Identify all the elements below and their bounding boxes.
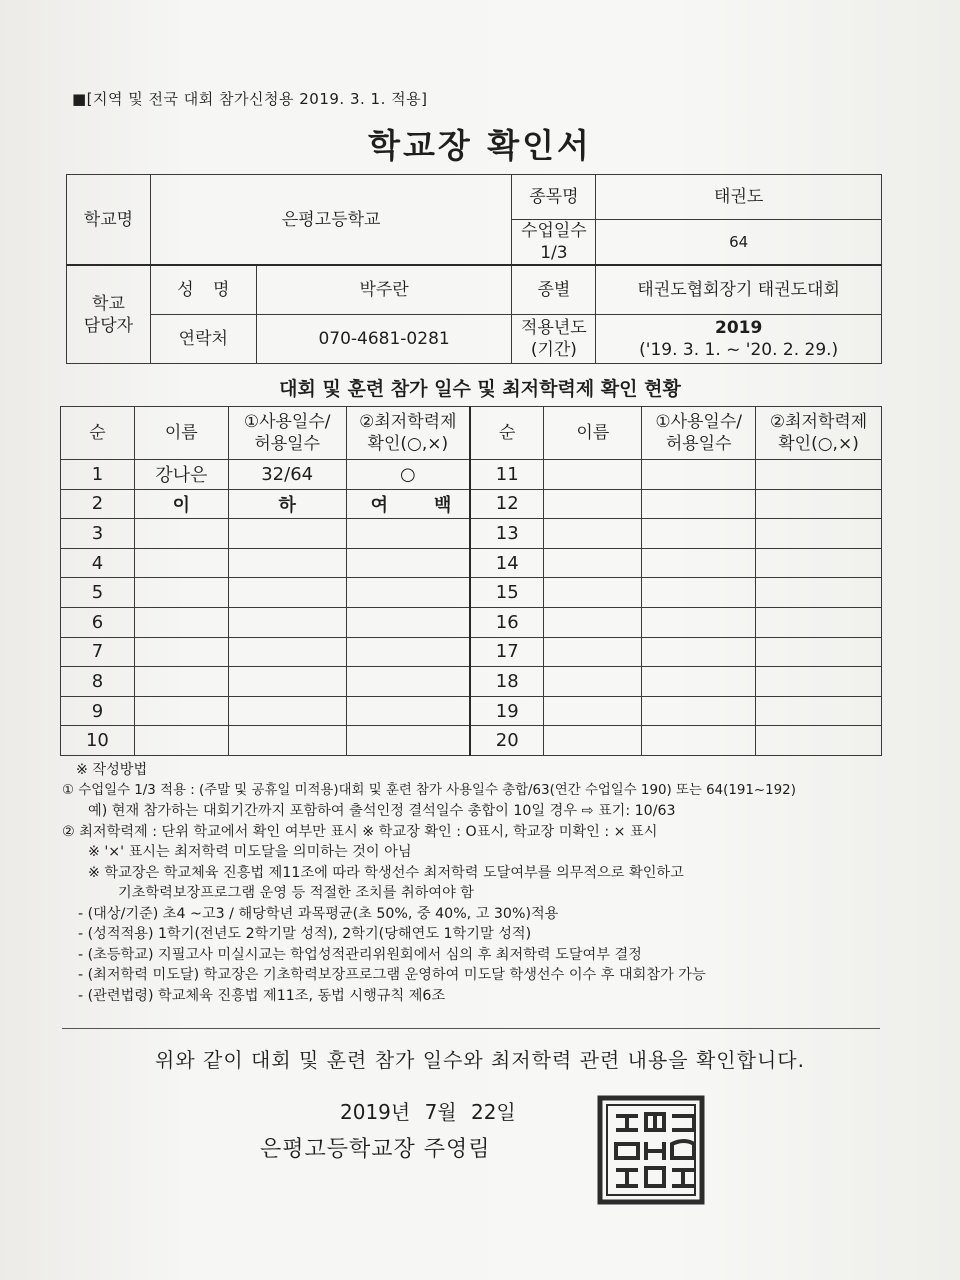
- row-name-right: [544, 637, 642, 667]
- row-no-right: 20: [470, 726, 544, 756]
- row-check-right: [756, 667, 882, 697]
- year-value: 2019 ('19. 3. 1. ~ '20. 2. 29.): [596, 315, 882, 364]
- page-title: 학교장 확인서: [368, 126, 592, 165]
- table-row: [61, 637, 882, 667]
- header-note: ■[지역 및 전국 대회 참가신청용 2019. 3. 1. 적용]: [72, 90, 428, 108]
- note-item: - (대상/기준) 초4 ~고3 / 해당학년 과목평균(초 50%, 중 40%, 고 30%)적용: [78, 905, 559, 922]
- table-row: [61, 548, 882, 578]
- row-days: [228, 667, 346, 697]
- row-days: [228, 578, 346, 608]
- row-check: [346, 548, 470, 578]
- school-label: 학교명: [67, 175, 151, 266]
- row-days: [228, 607, 346, 637]
- name-value: 박주란: [256, 265, 512, 315]
- row-check: [346, 607, 470, 637]
- row-name-right: [544, 489, 642, 519]
- row-days-right: [642, 696, 756, 726]
- row-days-right: [642, 667, 756, 697]
- row-check-right: [756, 519, 882, 549]
- row-days: [228, 548, 346, 578]
- row-no-right: 16: [470, 607, 544, 637]
- row-name-right: [544, 607, 642, 637]
- row-check: [346, 489, 470, 519]
- note-item: 예) 현재 참가하는 대회기간까지 포함하여 출석인정 결석일수 총합이 10일 경우 ⇨ 표기: 10/63: [88, 803, 676, 819]
- row-days: 하: [228, 489, 346, 519]
- row-name: 강나은: [134, 460, 228, 490]
- section-title: 대회 및 훈련 참가 일수 및 최저학력제 확인 현황: [279, 378, 681, 400]
- row-check-right: [756, 489, 882, 519]
- row-no-right: 11: [470, 460, 544, 490]
- year-label: 적용년도 (기간): [512, 315, 596, 364]
- row-no-right: 13: [470, 519, 544, 549]
- school-seal-icon: [596, 1094, 706, 1206]
- row-no: 1: [61, 460, 135, 490]
- row-days-right: [642, 726, 756, 756]
- col-name-right: 이름: [544, 407, 642, 460]
- row-check-right: [756, 607, 882, 637]
- row-name: [134, 578, 228, 608]
- event-label: 종목명: [512, 175, 596, 220]
- row-name-right: [544, 696, 642, 726]
- cell-text: 여: [370, 494, 388, 516]
- row-check: ○: [346, 460, 470, 490]
- col-days-right: ①사용일수/ 허용일수: [642, 407, 756, 460]
- instructions: [62, 760, 892, 1006]
- row-name: [134, 667, 228, 697]
- col-name: 이름: [134, 407, 228, 460]
- table-row: [61, 519, 882, 549]
- event-value: 태권도: [596, 175, 882, 220]
- table-row: [61, 460, 882, 490]
- row-days-right: [642, 519, 756, 549]
- note-heading: ※ 작성방법: [76, 762, 148, 778]
- table-row: [61, 578, 882, 608]
- row-no-right: 19: [470, 696, 544, 726]
- row-name-right: [544, 460, 642, 490]
- table-row: [61, 607, 882, 637]
- note-item: - (성적적용) 1학기(전년도 2학기말 성적), 2학기(당해연도 1학기말 성적): [78, 926, 532, 942]
- row-name: [134, 607, 228, 637]
- row-days-right: [642, 607, 756, 637]
- row-name: 이: [134, 489, 228, 519]
- participation-table: [60, 406, 882, 756]
- row-check: [346, 637, 470, 667]
- row-no-right: 17: [470, 637, 544, 667]
- name-label: 성 명: [150, 265, 256, 315]
- note-item: ① 수업일수 1/3 적용 : (주말 및 공휴일 미적용)대회 및 훈련 참가 사용일수 총합/63(연간 수업일수 190) 또는 64(191~192): [62, 782, 796, 798]
- date-text: 2019년 7월 22일: [340, 1100, 516, 1124]
- row-name-right: [544, 726, 642, 756]
- row-check: [346, 578, 470, 608]
- manager-label: 학교 담당자: [67, 265, 151, 364]
- row-no: 2: [61, 489, 135, 519]
- row-name: [134, 637, 228, 667]
- info-table: [66, 174, 882, 364]
- category-value: 태권도협회장기 태권도대회: [596, 265, 882, 315]
- row-days-right: [642, 637, 756, 667]
- cell-text-extra: 백: [434, 494, 452, 516]
- confirmation-text: 위와 같이 대회 및 훈련 참가 일수와 최저학력 관련 내용을 확인합니다.: [155, 1048, 805, 1072]
- row-name-right: [544, 667, 642, 697]
- school-value: 은평고등학교: [150, 175, 512, 266]
- note-item: - (초등학교) 지필고사 미실시교는 학업성적관리위원회에서 심의 후 최저학력 도달여부 결정: [78, 946, 642, 963]
- row-check: [346, 726, 470, 756]
- table-header-row: [61, 407, 882, 460]
- row-no-right: 15: [470, 578, 544, 608]
- row-check-right: [756, 696, 882, 726]
- note-item: 기초학력보장프로그램 운영 등 적절한 조치를 취하여야 함: [118, 885, 474, 901]
- row-days-right: [642, 489, 756, 519]
- row-no: 5: [61, 578, 135, 608]
- col-no: 순: [61, 407, 135, 460]
- principal-name: 은평고등학교장 주영림: [260, 1137, 491, 1162]
- row-no: 10: [61, 726, 135, 756]
- row-name: [134, 548, 228, 578]
- table-row: [61, 667, 882, 697]
- row-name: [134, 696, 228, 726]
- note-item: ※ '×' 표시는 최저학력 미도달을 의미하는 것이 아님: [88, 844, 412, 860]
- row-check: [346, 696, 470, 726]
- row-days: [228, 726, 346, 756]
- row-days: [228, 519, 346, 549]
- category-label: 종별: [512, 265, 596, 315]
- contact-label: 연락처: [150, 315, 256, 364]
- contact-value: 070-4681-0281: [256, 315, 512, 364]
- row-days: [228, 696, 346, 726]
- table-row: [61, 726, 882, 756]
- row-check: [346, 519, 470, 549]
- row-no-right: 14: [470, 548, 544, 578]
- row-check-right: [756, 637, 882, 667]
- class-days-label: 수업일수 1/3: [512, 220, 596, 266]
- table-row: [61, 489, 882, 519]
- row-no-right: 12: [470, 489, 544, 519]
- row-name-right: [544, 578, 642, 608]
- row-no-right: 18: [470, 667, 544, 697]
- row-days-right: [642, 460, 756, 490]
- row-check-right: [756, 726, 882, 756]
- note-item: - (최저학력 미도달) 학교장은 기초학력보장프로그램 운영하여 미도달 학생선수 이수 후 대회참가 가능: [78, 967, 706, 983]
- class-days-value: 64: [596, 220, 882, 266]
- row-check-right: [756, 548, 882, 578]
- col-days: ①사용일수/ 허용일수: [228, 407, 346, 460]
- table-row: [61, 696, 882, 726]
- row-name-right: [544, 548, 642, 578]
- row-name-right: [544, 519, 642, 549]
- row-days-right: [642, 578, 756, 608]
- row-check: [346, 667, 470, 697]
- row-days-right: [642, 548, 756, 578]
- row-no: 9: [61, 696, 135, 726]
- row-no: 8: [61, 667, 135, 697]
- divider: [62, 1028, 880, 1029]
- col-check: ②최저학력제 확인(○,×): [346, 407, 470, 460]
- row-days: [228, 637, 346, 667]
- row-no: 6: [61, 607, 135, 637]
- row-name: [134, 519, 228, 549]
- col-check-right: ②최저학력제 확인(○,×): [756, 407, 882, 460]
- row-check-right: [756, 578, 882, 608]
- note-item: - (관련법령) 학교체육 진흥법 제11조, 동법 시행규칙 제6조: [78, 987, 446, 1004]
- row-no: 7: [61, 637, 135, 667]
- row-days: 32/64: [228, 460, 346, 490]
- col-no-right: 순: [470, 407, 544, 460]
- row-name: [134, 726, 228, 756]
- row-check-right: [756, 460, 882, 490]
- row-no: 4: [61, 548, 135, 578]
- note-item: ※ 학교장은 학교체육 진흥법 제11조에 따라 학생선수 최저학력 도달여부를 의무적으로 확인하고: [88, 864, 684, 881]
- row-no: 3: [61, 519, 135, 549]
- note-item: ② 최저학력제 : 단위 학교에서 확인 여부만 표시 ※ 학교장 확인 : O표시, 학교장 미확인 : × 표시: [62, 823, 658, 840]
